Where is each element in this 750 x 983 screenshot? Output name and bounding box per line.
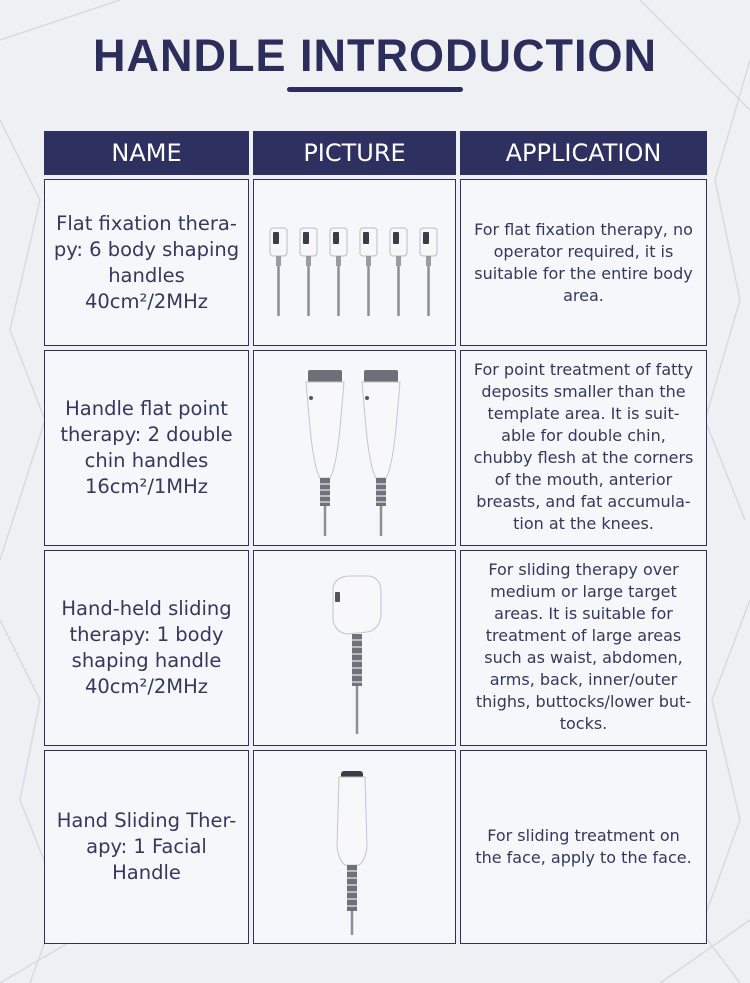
handle-application-cell — [460, 179, 707, 346]
body-sliding-handle-image — [305, 558, 405, 738]
handle-application: For sliding treatment on the face, apply to the face. — [475, 826, 692, 867]
header-picture: PICTURE — [253, 131, 456, 175]
header-name: NAME — [44, 131, 249, 175]
handle-name-cell — [44, 179, 249, 346]
handle-name: Hand Sliding Ther- apy: 1 Facial Handle — [56, 809, 237, 884]
header-application: APPLICATION — [460, 131, 707, 175]
handle-picture-cell — [253, 350, 456, 546]
table-header — [44, 131, 707, 175]
six-flat-handles-image — [260, 208, 450, 318]
handle-name: Handle flat point therapy: 2 double chin handles 16cm²/1MHz — [60, 397, 233, 498]
handle-name-cell — [44, 750, 249, 944]
handle-name: Flat fixation thera- py: 6 body shaping handles 40cm²/2MHz — [53, 211, 240, 313]
handle-application: For sliding therapy over medium or large target areas. It is suitable for treatment of large areas such as waist, abdomen, arms, back, inner/outer thighs, buttocks/lower but- tocks. — [475, 560, 692, 733]
handle-picture-cell — [253, 550, 456, 746]
page-title: HANDLE INTRODUCTION — [93, 30, 657, 81]
two-chin-handles-image — [280, 358, 430, 538]
table-row — [44, 550, 707, 746]
handle-application: For point treatment of fatty deposits smaller than the template area. It is suit- able for double chin, chubby flesh at the corners of the mouth, anterior breasts, and fat accumula- tion at the knees. — [473, 360, 694, 533]
title-underline — [287, 87, 463, 92]
handle-name-cell — [44, 350, 249, 546]
handle-application: For flat fixation therapy, no operator required, it is suitable for the entire body area. — [474, 219, 693, 305]
table-row — [44, 350, 707, 546]
handle-application-cell — [460, 350, 707, 546]
facial-sliding-handle-image — [315, 757, 395, 937]
table-row — [44, 179, 707, 346]
handle-application-cell — [460, 750, 707, 944]
handle-picture-cell — [253, 750, 456, 944]
handle-name-cell — [44, 550, 249, 746]
table-row — [44, 750, 707, 944]
handle-application-cell — [460, 550, 707, 746]
handle-picture-cell — [253, 179, 456, 346]
handle-name: Hand-held sliding therapy: 1 body shaping handle 40cm²/2MHz — [61, 597, 232, 698]
